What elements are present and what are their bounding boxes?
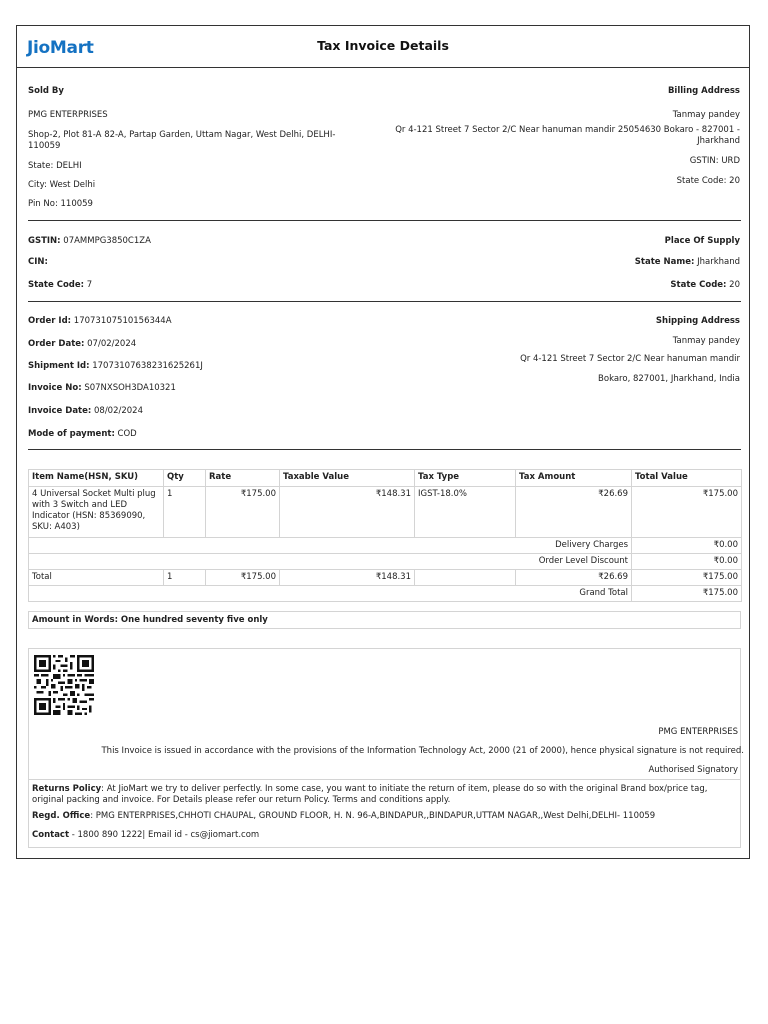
seller-city: City: West Delhi	[28, 180, 96, 190]
column-header: Item Name(HSN, SKU)	[29, 470, 164, 487]
payment-mode: Mode of payment: COD	[28, 429, 137, 439]
taxable-value-cell: ₹148.31	[280, 487, 415, 538]
total-row	[29, 570, 742, 586]
total-label: Total	[29, 570, 164, 586]
discount-value: ₹0.00	[632, 554, 742, 570]
total-tax-type	[415, 570, 516, 586]
grand-total-label: Grand Total	[29, 586, 632, 602]
divider	[28, 220, 741, 221]
invoice-date: Invoice Date: 08/02/2024	[28, 406, 143, 416]
table-header-row	[29, 470, 742, 487]
jiomart-logo: JioMart	[27, 38, 94, 58]
billing-state-code: State Code: 20	[676, 176, 740, 186]
contact-info: Contact - 1800 890 1222| Email id - cs@jiomart.com	[32, 830, 260, 840]
invoice-number: Invoice No: S07NXSOH3DA10321	[28, 383, 176, 393]
item-name-cell: 4 Universal Socket Multi plug with 3 Switch and LED Indicator (HSN: 85369090, SKU: A403)	[29, 487, 164, 538]
billing-gstin: GSTIN: URD	[689, 156, 740, 166]
billing-address-line2: Jharkhand	[697, 136, 740, 146]
billing-address-line1: Qr 4-121 Street 7 Sector 2/C Near hanuman mandir 25054630 Bokaro - 827001 -	[395, 125, 740, 135]
column-header: Rate	[206, 470, 280, 487]
seller-address-line2: 110059	[28, 141, 61, 151]
authorised-signatory: Authorised Signatory	[648, 765, 738, 775]
sold-by-heading: Sold By	[28, 86, 64, 96]
seller-state-code: State Code: 7	[28, 280, 93, 290]
column-header: Tax Amount	[516, 470, 632, 487]
tax-amount-cell: ₹26.69	[516, 487, 632, 538]
grand-total-row	[29, 586, 742, 602]
invoice-frame	[16, 25, 750, 859]
qty-cell: 1	[164, 487, 206, 538]
qr-code-icon	[34, 655, 94, 715]
amount-in-words: Amount in Words: One hundred seventy five only	[28, 611, 741, 629]
total-value: ₹175.00	[632, 570, 742, 586]
delivery-charges-value: ₹0.00	[632, 538, 742, 554]
footer-seller-name: PMG ENTERPRISES	[658, 727, 738, 737]
total-taxable: ₹148.31	[280, 570, 415, 586]
returns-policy: Returns Policy: At JioMart we try to deliver perfectly. In some case, you want to initiate the return of item, please do so with the original Brand box/price tag, original packing and invoice. For Details please refer our return Policy. Terms and conditions apply.	[32, 784, 708, 805]
items-table	[28, 469, 742, 602]
total-tax-amount: ₹26.69	[516, 570, 632, 586]
shipping-address-line2: Bokaro, 827001, Jharkhand, India	[598, 374, 740, 384]
it-act-notice: This Invoice is issued in accordance with the provisions of the Information Technology Act, 2000 (21 of 2000), hence physical signature is not required.	[101, 746, 744, 756]
delivery-charges-row	[29, 538, 742, 554]
total-value-cell: ₹175.00	[632, 487, 742, 538]
invoice-header	[17, 26, 749, 68]
discount-row	[29, 554, 742, 570]
column-header: Total Value	[632, 470, 742, 487]
shipment-id: Shipment Id: 17073107638231625261J	[28, 361, 203, 371]
total-rate: ₹175.00	[206, 570, 280, 586]
billing-address-heading: Billing Address	[667, 86, 740, 96]
column-header: Qty	[164, 470, 206, 487]
page-title: Tax Invoice Details	[317, 38, 449, 53]
supply-state-code: State Code: 20	[670, 280, 740, 290]
total-qty: 1	[164, 570, 206, 586]
invoice-footer	[28, 648, 744, 848]
shipping-name: Tanmay pandey	[672, 336, 740, 346]
billing-name: Tanmay pandey	[672, 110, 740, 120]
order-id: Order Id: 17073107510156344A	[28, 316, 172, 326]
seller-state: State: DELHI	[28, 161, 82, 171]
seller-gstin: GSTIN: 07AMMPG3850C1ZA	[28, 236, 151, 246]
seller-name: PMG ENTERPRISES	[28, 110, 108, 120]
shipping-address-line1: Qr 4-121 Street 7 Sector 2/C Near hanuman mandir	[520, 354, 740, 364]
column-header: Taxable Value	[280, 470, 415, 487]
seller-cin: CIN:	[28, 257, 48, 267]
column-header: Tax Type	[415, 470, 516, 487]
registered-office: Regd. Office: PMG ENTERPRISES,CHHOTI CHAUPAL, GROUND FLOOR, H. N. 96-A,BINDAPUR,,BINDAPUR,UTTAM NAGAR,,West Delhi,DELHI- 110059	[32, 811, 656, 821]
tax-type-cell: IGST-18.0%	[415, 487, 516, 538]
order-date: Order Date: 07/02/2024	[28, 339, 137, 349]
delivery-charges-label: Delivery Charges	[29, 538, 632, 554]
supply-state-name: State Name: Jharkhand	[634, 257, 740, 267]
place-of-supply-heading: Place Of Supply	[664, 236, 740, 246]
rate-cell: ₹175.00	[206, 487, 280, 538]
divider	[28, 449, 741, 450]
policy-section	[29, 779, 740, 840]
shipping-address-heading: Shipping Address	[655, 316, 740, 326]
divider	[28, 301, 741, 302]
table-row	[29, 487, 742, 538]
seller-address-line1: Shop-2, Plot 81-A 82-A, Partap Garden, Uttam Nagar, West Delhi, DELHI-	[28, 130, 336, 140]
discount-label: Order Level Discount	[29, 554, 632, 570]
seller-pin: Pin No: 110059	[28, 199, 93, 209]
grand-total-value: ₹175.00	[632, 586, 742, 602]
